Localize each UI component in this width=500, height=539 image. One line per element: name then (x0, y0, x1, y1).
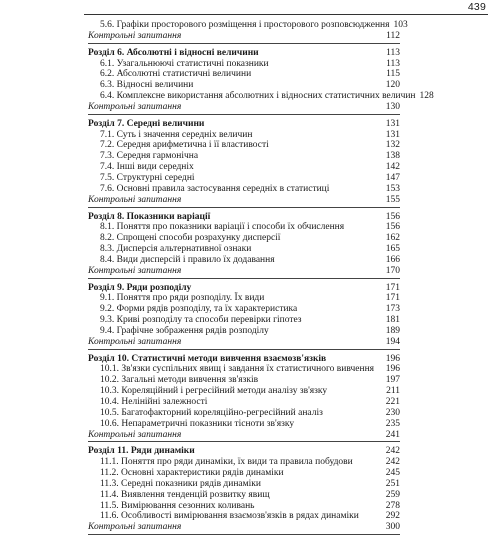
toc-subsection (88, 244, 400, 255)
toc-subsection (88, 457, 400, 468)
toc-subsection (88, 184, 400, 195)
toc-chapter-section (88, 212, 400, 279)
toc-subsection (88, 419, 400, 430)
toc-subsection-title: 11.5. Вимірювання сезонних коливань (100, 500, 255, 511)
toc-subsection-page: 197 (385, 375, 400, 386)
toc-subsection-page: 131 (385, 129, 400, 140)
control-questions (88, 430, 400, 441)
toc-subsection-page: 153 (385, 183, 400, 194)
toc-subsection (88, 59, 400, 70)
toc-subsection-page: 181 (385, 315, 400, 326)
toc-subsection-title: 7.3. Середня гармонічна (100, 151, 199, 162)
toc-subsection-page: 278 (385, 500, 400, 511)
toc-subsection (88, 479, 400, 490)
toc-subsection (88, 151, 400, 162)
toc-subsection-title: 8.3. Дисперсія альтернативної ознаки (100, 244, 252, 255)
toc-subsection-page: 162 (385, 233, 400, 244)
toc-subsection-page: 132 (385, 140, 400, 151)
toc-chapter-heading-page: 171 (385, 282, 400, 293)
toc-subsection-title: 11.4. Виявлення тенденцій розвитку явищ (100, 489, 270, 500)
toc-chapter-heading (88, 212, 400, 223)
toc-subsection-page: 221 (385, 397, 400, 407)
toc-subsection-title: 6.3. Відносні величини (100, 80, 194, 91)
toc-chapter-heading-title: Розділ 11. Ряди динаміки (88, 446, 195, 457)
toc-chapter-section (88, 354, 400, 443)
control-questions (88, 522, 400, 533)
toc-subsection-page: 196 (385, 364, 400, 375)
control-questions-page: 112 (386, 30, 400, 41)
toc-subsection (88, 315, 400, 326)
toc-subsection-page: 128 (419, 91, 434, 102)
control-questions (88, 266, 400, 277)
toc-chapter-heading (88, 119, 400, 130)
toc-subsection (88, 69, 400, 80)
control-questions-title: Контрольні запитання (88, 101, 182, 112)
toc-subsection-title: 11.6. Особливості вимірювання взаємозв'язків в рядах динаміки (100, 511, 359, 522)
control-questions (88, 195, 400, 206)
toc-subsection-page: 156 (385, 222, 400, 233)
toc-continued-section (88, 20, 408, 44)
control-questions-page: 130 (385, 101, 400, 112)
toc-subsection (88, 490, 400, 501)
toc-chapter-heading-title: Розділ 8. Показники варіації (88, 211, 211, 222)
toc-subsection-page: 142 (385, 162, 400, 173)
toc-subsection (88, 91, 434, 102)
toc-subsection-title: 8.4. Види дисперсій і правило їх додавання (100, 254, 275, 265)
toc-subsection-title: 6.1. Узагальнюючі статистичні показники (100, 58, 269, 69)
toc-chapter-heading (88, 446, 400, 457)
toc-subsection (88, 173, 400, 184)
toc-subsection-title: 10.5. Багатофакторний кореляційно-регресійний аналіз (100, 407, 323, 418)
toc-subsection-title: 9.1. Поняття про ряди розподілу. Їх види (100, 293, 265, 304)
toc-subsection-page: 245 (385, 468, 400, 479)
toc-chapter-heading (88, 354, 400, 365)
toc-subsection-page: 235 (385, 418, 400, 429)
toc-subsection-title: 9.4. Графічне зображення рядів розподілу (100, 325, 269, 336)
toc-chapter-heading-page: 156 (385, 211, 400, 222)
toc-subsection-title: 7.4. Інші види середніх (100, 162, 194, 173)
toc-subsection (88, 408, 400, 419)
toc-subsection-page: 166 (385, 254, 400, 265)
toc-subsection (88, 468, 400, 479)
control-questions-title: Контрольні запитання (88, 30, 182, 41)
control-questions-page: 194 (385, 336, 400, 347)
toc-subsection-page: 115 (386, 69, 400, 80)
toc-subsection (88, 386, 400, 397)
toc-subsection-title: 8.2. Спрощені способи розрахунку дисперсії (100, 233, 281, 244)
toc-subsection-title: 7.6. Основні правила застосування середніх в статистиці (100, 183, 330, 194)
toc-chapter-heading-title: Розділ 10. Статистичні методи вивчення взаємозв'язків (88, 353, 327, 364)
toc-chapter-heading-page: 242 (385, 446, 400, 457)
toc-subsection-page: 259 (385, 489, 400, 500)
toc-chapter-section (88, 47, 434, 115)
toc-chapter-heading (88, 283, 400, 294)
toc-subsection-title: 7.1. Суть і значення середніх величин (100, 129, 253, 140)
toc-subsection-page: 147 (385, 172, 400, 183)
toc-subsection (88, 20, 408, 31)
toc-subsection-title: 6.4. Комплексне використання абсолютних і відносних статистичних величин (100, 91, 416, 102)
toc-subsection (88, 222, 400, 233)
page-number: 439 (467, 1, 486, 13)
toc-subsection-page: 251 (385, 478, 400, 489)
toc-subsection-title: 7.5. Структурні середні (100, 172, 195, 183)
toc-subsection-title: 9.3. Криві розподілу та способи перевірки гіпотез (100, 315, 302, 326)
toc-subsection-title: 5.6. Графіки просторового розміщення і просторового розповсюдження (100, 20, 390, 30)
toc-chapter-heading-page: 131 (385, 118, 400, 129)
toc-subsection-title: 10.2. Загальні методи вивчення зв'язків (100, 375, 259, 386)
toc-chapter-section (88, 446, 400, 535)
control-questions-title: Контрольні запитання (88, 194, 182, 205)
toc-subsection (88, 293, 400, 304)
toc-subsection-title: 10.6. Непараметричні показники тісноти зв'язку (100, 418, 295, 429)
toc-subsection-title: 7.2. Середня арифметична і її властивості (100, 140, 269, 151)
toc-subsection (88, 501, 400, 512)
control-questions-title: Контрольні запитання (88, 336, 182, 347)
toc-subsection-title: 11.1. Поняття про ряди динаміки, їх види та правила побудови (100, 457, 353, 468)
control-questions-page: 300 (385, 522, 400, 533)
toc-chapter-heading-title: Розділ 7. Середні величини (88, 118, 205, 129)
toc-subsection-title: 11.2. Основні характеристики рядів динаміки (100, 468, 284, 479)
toc-subsection-title: 6.2. Абсолютні статистичні величини (100, 69, 252, 80)
toc-subsection (88, 326, 400, 337)
toc-subsection-page: 211 (386, 386, 400, 397)
toc-subsection (88, 375, 400, 386)
toc-subsection (88, 397, 400, 408)
control-questions-page: 155 (385, 194, 400, 205)
toc-subsection (88, 80, 400, 91)
toc-subsection-page: 113 (386, 58, 400, 69)
toc-subsection (88, 255, 400, 266)
table-of-contents (88, 20, 434, 539)
toc-subsection (88, 304, 400, 315)
toc-subsection-page: 138 (385, 151, 400, 162)
toc-subsection (88, 364, 400, 375)
toc-subsection-page: 292 (385, 511, 400, 522)
toc-subsection (88, 233, 400, 244)
control-questions-page: 170 (385, 265, 400, 276)
control-questions (88, 31, 400, 42)
header-rule (84, 14, 488, 15)
toc-subsection-page: 120 (385, 80, 400, 91)
control-questions-title: Контрольні запитання (88, 265, 182, 276)
control-questions-page: 241 (385, 429, 400, 440)
toc-subsection-title: 10.1. Зв'язки суспільних явищ і завдання їх статистичного вивчення (100, 364, 375, 375)
toc-chapter-heading-title: Розділ 9. Ряди розподілу (88, 282, 192, 293)
toc-subsection-page: 165 (385, 244, 400, 255)
toc-subsection-title: 10.3. Кореляційний і регресійний методи аналізу зв'язку (100, 386, 328, 397)
toc-subsection-title: 10.4. Нелінійні залежності (100, 397, 208, 407)
toc-subsection-page: 242 (385, 457, 400, 468)
toc-subsection-title: 11.3. Середні показники рядів динаміки (100, 478, 262, 489)
toc-chapter-section (88, 283, 400, 350)
toc-subsection (88, 162, 400, 173)
toc-subsection (88, 140, 400, 151)
toc-subsection-page: 171 (385, 293, 400, 304)
toc-subsection-page: 230 (385, 407, 400, 418)
toc-chapter-heading (88, 48, 400, 59)
toc-subsection (88, 130, 400, 141)
toc-subsection (88, 511, 400, 522)
toc-subsection-page: 189 (385, 325, 400, 336)
toc-subsection-title: 9.2. Форми рядів розподілу, та їх характеристика (100, 304, 298, 315)
toc-subsection-page: 103 (393, 20, 408, 30)
control-questions-title: Контрольні запитання (88, 522, 182, 533)
toc-subsection-title: 8.1. Поняття про показники варіації і способи їх обчислення (100, 222, 345, 233)
control-questions-title: Контрольні запитання (88, 429, 182, 440)
toc-chapter-heading-title: Розділ 6. Абсолютні і відносні величини (88, 47, 259, 58)
toc-subsection-page: 173 (385, 304, 400, 315)
toc-chapter-section (88, 119, 400, 208)
toc-chapter-heading-page: 113 (386, 47, 400, 58)
toc-chapter-heading-page: 196 (385, 353, 400, 364)
control-questions (88, 337, 400, 348)
control-questions (88, 102, 400, 113)
